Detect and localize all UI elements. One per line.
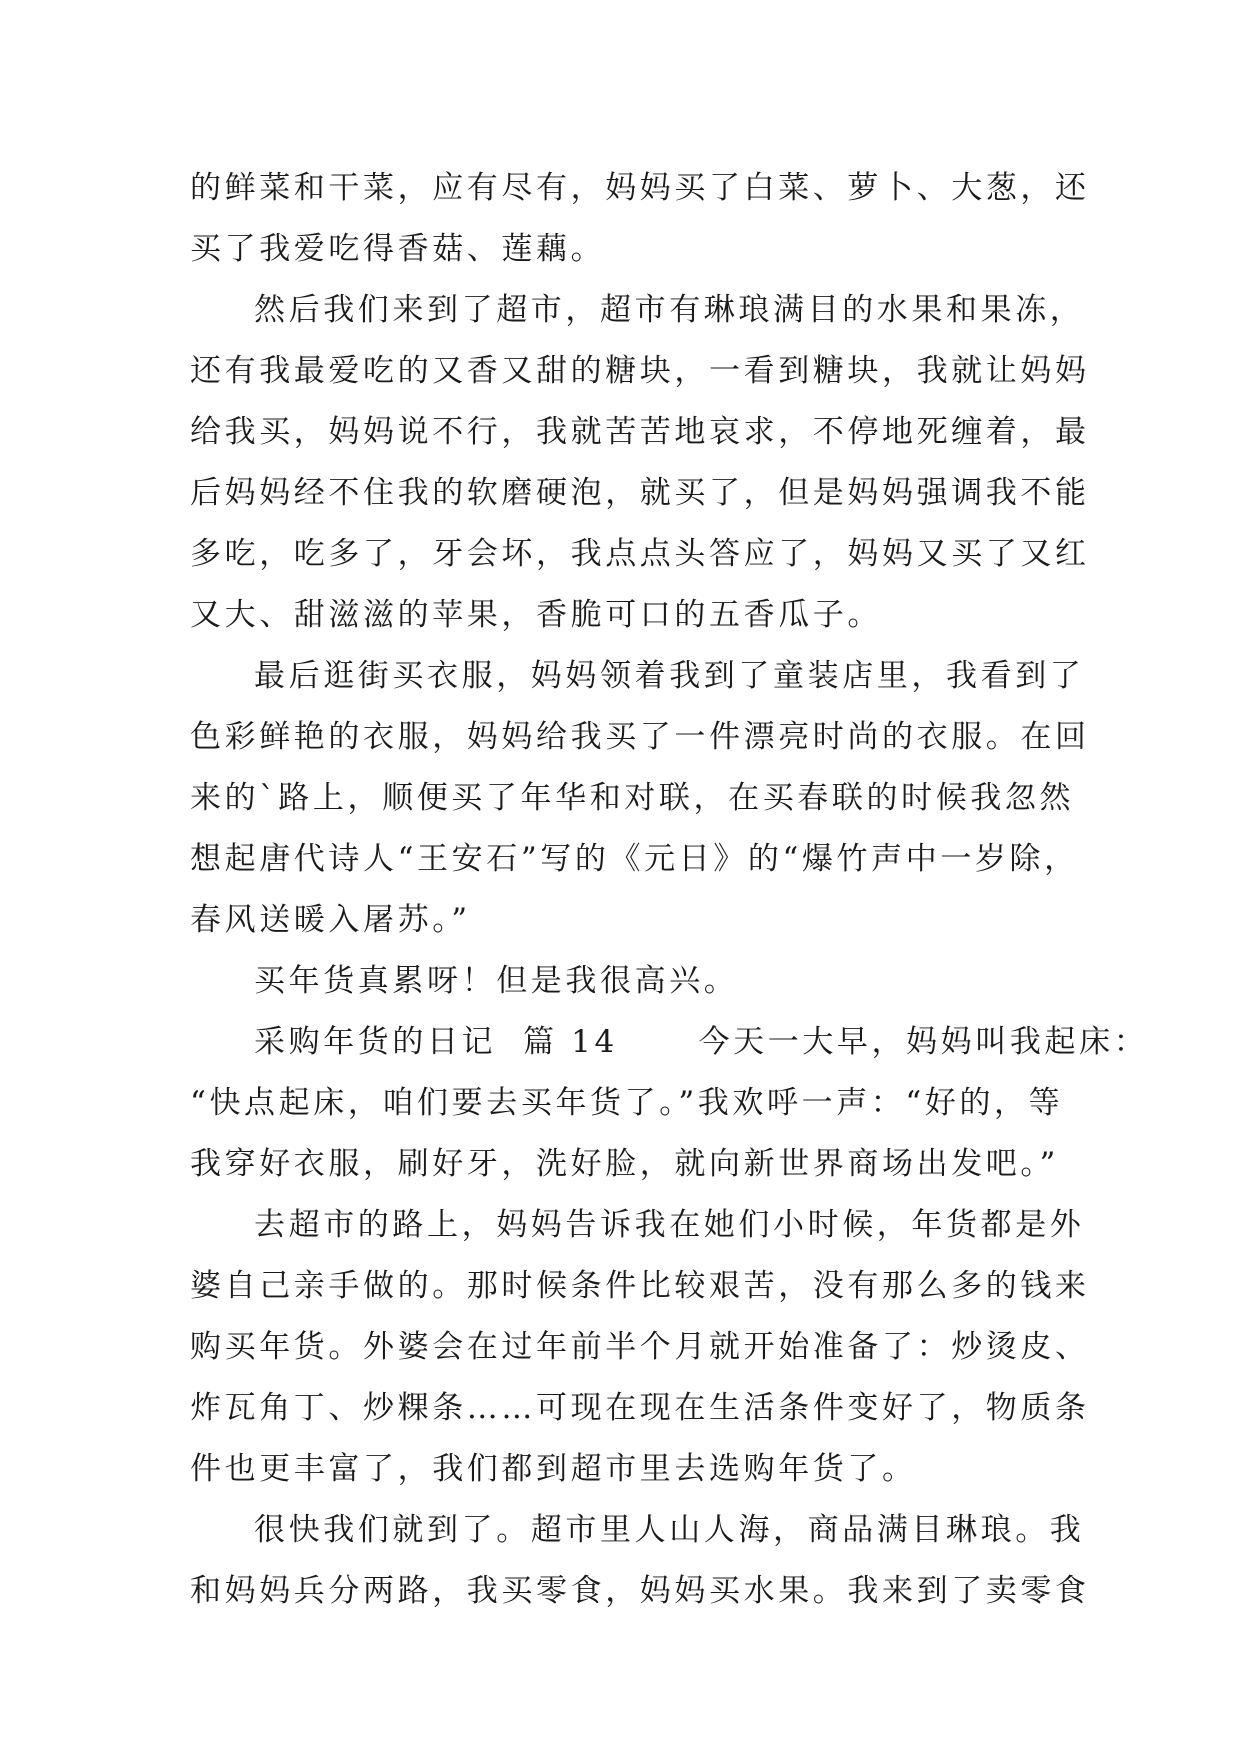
text-line: 来的`路上，顺便买了年华和对联，在买春联的时候我忽然 (190, 780, 1075, 816)
text-line: 购买年货。外婆会在过年前半个月就开始准备了：炒烫皮、 (190, 1329, 1090, 1365)
text-line: 后妈妈经不住我的软磨硬泡，就买了，但是妈妈强调我不能 (190, 475, 1090, 511)
text-line: 多吃，吃多了，牙会坏，我点点头答应了，妈妈又买了又红 (190, 536, 1090, 572)
text-line: 还有我最爱吃的又香又甜的糖块，一看到糖块，我就让妈妈 (190, 353, 1090, 389)
text-line: 买了我爱吃得香菇、莲藕。 (190, 231, 606, 267)
paragraph-start-line: 买年货真累呀！但是我很高兴。 (254, 963, 739, 999)
paragraph-start-line: 去超市的路上，妈妈告诉我在她们小时候，年货都是外 (254, 1207, 1085, 1243)
text-line: “快点起床，咱们要去买年货了。”我欢呼一声：“好的，等 (190, 1085, 1064, 1121)
text-line: 又大、甜滋滋的苹果，香脆可口的五香瓜子。 (190, 597, 882, 633)
text-line: 色彩鲜艳的衣服，妈妈给我买了一件漂亮时尚的衣服。在回 (190, 719, 1090, 755)
text-line: 我穿好衣服，刷好牙，洗好脸，就向新世界商场出发吧。” (190, 1146, 1059, 1182)
document-body (190, 158, 1149, 1622)
text-line: 件也更丰富了，我们都到超市里去选购年货了。 (190, 1451, 917, 1487)
text-line: 婆自己亲手做的。那时候条件比较艰苦，没有那么多的钱来 (190, 1268, 1090, 1304)
text-line: 春风送暖入屠苏。” (190, 902, 471, 938)
section-heading-line: 采购年货的日记 篇 14 今天一大早，妈妈叫我起床： (254, 1024, 1149, 1060)
paragraph-start-line: 最后逛街买衣服，妈妈领着我到了童装店里，我看到了 (254, 658, 1085, 694)
text-line: 想起唐代诗人“王安石”写的《元日》的“爆竹声中一岁除， (190, 841, 1079, 877)
text-line: 和妈妈兵分两路，我买零食，妈妈买水果。我来到了卖零食 (190, 1573, 1090, 1609)
text-line: 炸瓦角丁、炒粿条……可现在现在生活条件变好了，物质条 (190, 1390, 1090, 1426)
text-line: 给我买，妈妈说不行，我就苦苦地哀求，不停地死缠着，最 (190, 414, 1090, 450)
paragraph-start-line: 很快我们就到了。超市里人山人海，商品满目琳琅。我 (254, 1512, 1085, 1548)
text-line: 的鲜菜和干菜，应有尽有，妈妈买了白菜、萝卜、大葱，还 (190, 170, 1090, 206)
paragraph-start-line: 然后我们来到了超市，超市有琳琅满目的水果和果冻， (254, 292, 1085, 328)
